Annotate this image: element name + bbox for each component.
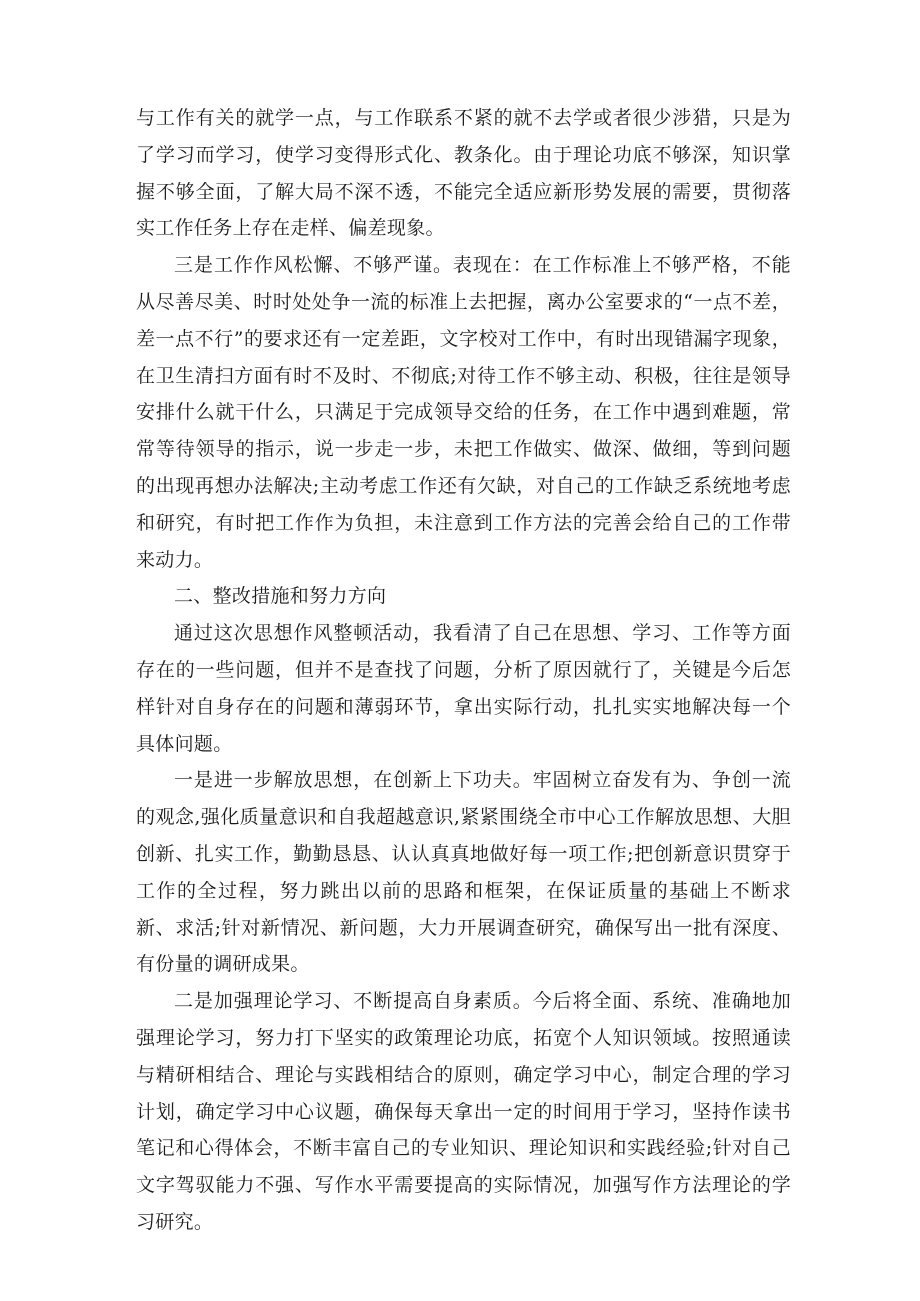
paragraph-continuation: 与工作有关的就学一点，与工作联系不紧的就不去学或者很少涉猎，只是为了学习而学习，使学习变得形式化、教条化。由于理论功底不够深，知识掌握不够全面，了解大局不深不透，不能完全适应新形势发展的需要，贯彻落实工作任务上存在走样、偏差现象。 [136, 107, 791, 240]
paragraph-work-style: 三是工作作风松懈、不够严谨。表现在：在工作标准上不够严格，不能从尽善尽美、时时处处争一流的标准上去把握，离办公室要求的“一点不差，差一点不行”的要求还有一定差距，文字校对工作中，有时出现错漏字现象，在卫生清扫方面有时不及时、不彻底;对待工作不够主动、积极，往往是领导安排什么就干什么，只满足于完成领导交给的任务，在工作中遇到难题，常常等待领导的指示，说一步走一步，未把工作做实、做深、做细，等到问题的出现再想办法解决;主动考虑工作还有欠缺，对自己的工作缺乏系统地考虑和研究，有时把工作作为负担，未注意到工作方法的完善会给自己的工作带来动力。 [136, 254, 791, 571]
document-body [136, 100, 791, 1241]
paragraph-innovation: 一是进一步解放思想，在创新上下功夫。牢固树立奋发有为、争创一流的观念,强化质量意识和自我超越意识,紧紧围绕全市中心工作解放思想、大胆创新、扎实工作，勤勤恳恳、认认真真地做好每一项工作;把创新意识贯穿于工作的全过程，努力跳出以前的思路和框架，在保证质量的基础上不断求新、求活;针对新情况、新问题，大力开展调查研究，确保写出一批有深度、有份量的调研成果。 [136, 769, 791, 976]
paragraph-intro: 通过这次思想作风整顿活动，我看清了自己在思想、学习、工作等方面存在的一些问题，但并不是查找了问题，分析了原因就行了，关键是今后怎样针对自身存在的问题和薄弱环节，拿出实际行动，扎扎实实地解决每一个具体问题。 [136, 622, 791, 755]
paragraph-theory-study: 二是加强理论学习、不断提高自身素质。今后将全面、系统、准确地加强理论学习，努力打下坚实的政策理论功底，拓宽个人知识领域。按照通读与精研相结合、理论与实践相结合的原则，确定学习中心，制定合理的学习计划，确定学习中心议题，确保每天拿出一定的时间用于学习，坚持作读书笔记和心得体会，不断丰富自己的专业知识、理论知识和实践经验;针对自己文字驾驭能力不强、写作水平需要提高的实际情况，加强写作方法理论的学习研究。 [136, 990, 791, 1233]
section-heading-rectification: 二、整改措施和努力方向 [174, 585, 387, 608]
